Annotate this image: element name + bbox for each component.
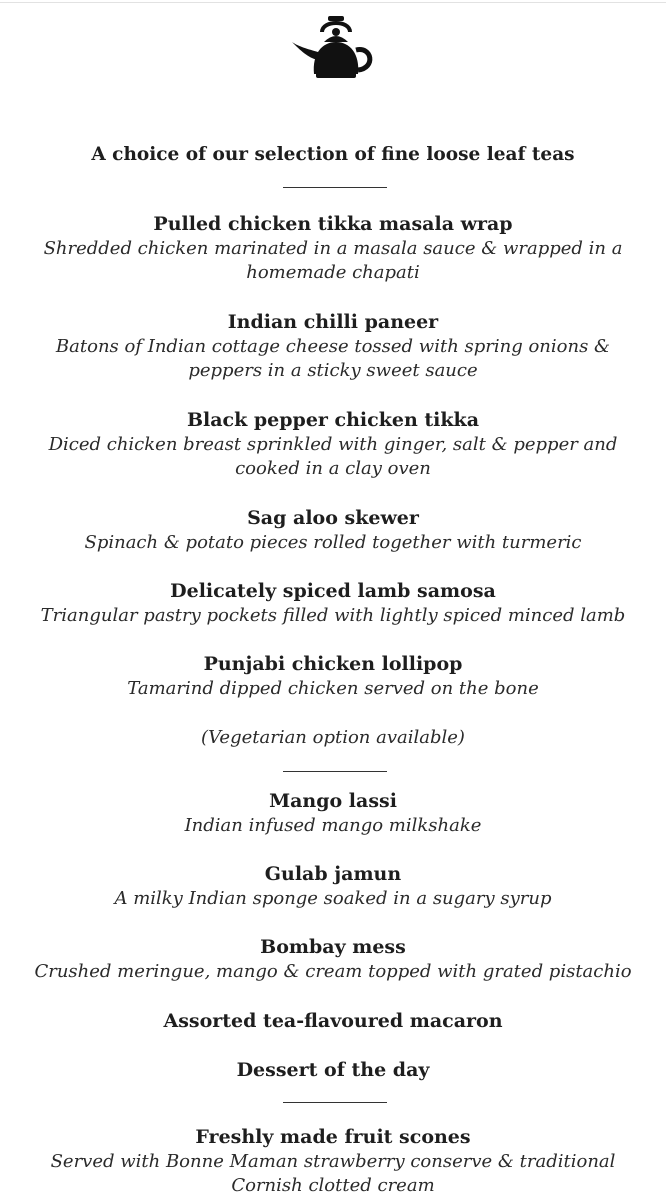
menu-item-desc: Spinach & potato pieces rolled together with turmeric [84, 532, 582, 553]
menu-item-desc: A milky Indian sponge soaked in a sugary syrup [114, 888, 552, 909]
menu-item-name: Sag aloo skewer [247, 507, 419, 529]
menu-item-desc: Cornish clotted cream [231, 1175, 435, 1196]
menu-item-name: Black pepper chicken tikka [186, 409, 480, 431]
menu-item-name: Indian chilli paneer [227, 311, 439, 333]
menu-item-desc: peppers in a sticky sweet sauce [188, 360, 478, 381]
menu-item-name: Punjabi chicken lollipop [203, 653, 463, 675]
intro-heading: A choice of our selection of fine loose leaf teas [91, 144, 575, 165]
menu-item-name: Bombay mess [260, 936, 406, 958]
menu-item-name: Mango lassi [269, 790, 397, 812]
menu-item-name: Dessert of the day [236, 1059, 430, 1081]
teapot-icon [288, 12, 384, 86]
menu-item-desc: Served with Bonne Maman strawberry conserve & traditional [50, 1151, 616, 1172]
menu-item-desc: homemade chapati [246, 262, 420, 283]
section-divider-2 [283, 771, 387, 772]
menu-item-desc: Batons of Indian cottage cheese tossed with spring onions & [55, 336, 611, 357]
vegetarian-note: (Vegetarian option available) [201, 727, 465, 748]
menu-item-name: Assorted tea-flavoured macaron [163, 1010, 503, 1032]
menu-item-desc: Indian infused mango milkshake [184, 815, 482, 836]
section-divider-3 [283, 1102, 387, 1103]
top-border [0, 2, 666, 3]
menu-item-desc: Shredded chicken marinated in a masala sauce & wrapped in a [43, 238, 623, 259]
menu-item-desc: cooked in a clay oven [235, 458, 431, 479]
section-divider-1 [283, 187, 387, 188]
menu-item-name: Delicately spiced lamb samosa [170, 580, 496, 602]
menu-item-desc: Diced chicken breast sprinkled with ginger, salt & pepper and [48, 434, 618, 455]
menu-item-desc: Triangular pastry pockets filled with lightly spiced minced lamb [40, 605, 626, 626]
menu-item-desc: Crushed meringue, mango & cream topped with grated pistachio [34, 961, 632, 982]
menu-item-name: Gulab jamun [264, 863, 402, 885]
menu-item-desc: Tamarind dipped chicken served on the bone [127, 678, 539, 699]
menu-item-name: Pulled chicken tikka masala wrap [153, 213, 513, 235]
menu-item-name: Freshly made fruit scones [195, 1126, 471, 1148]
